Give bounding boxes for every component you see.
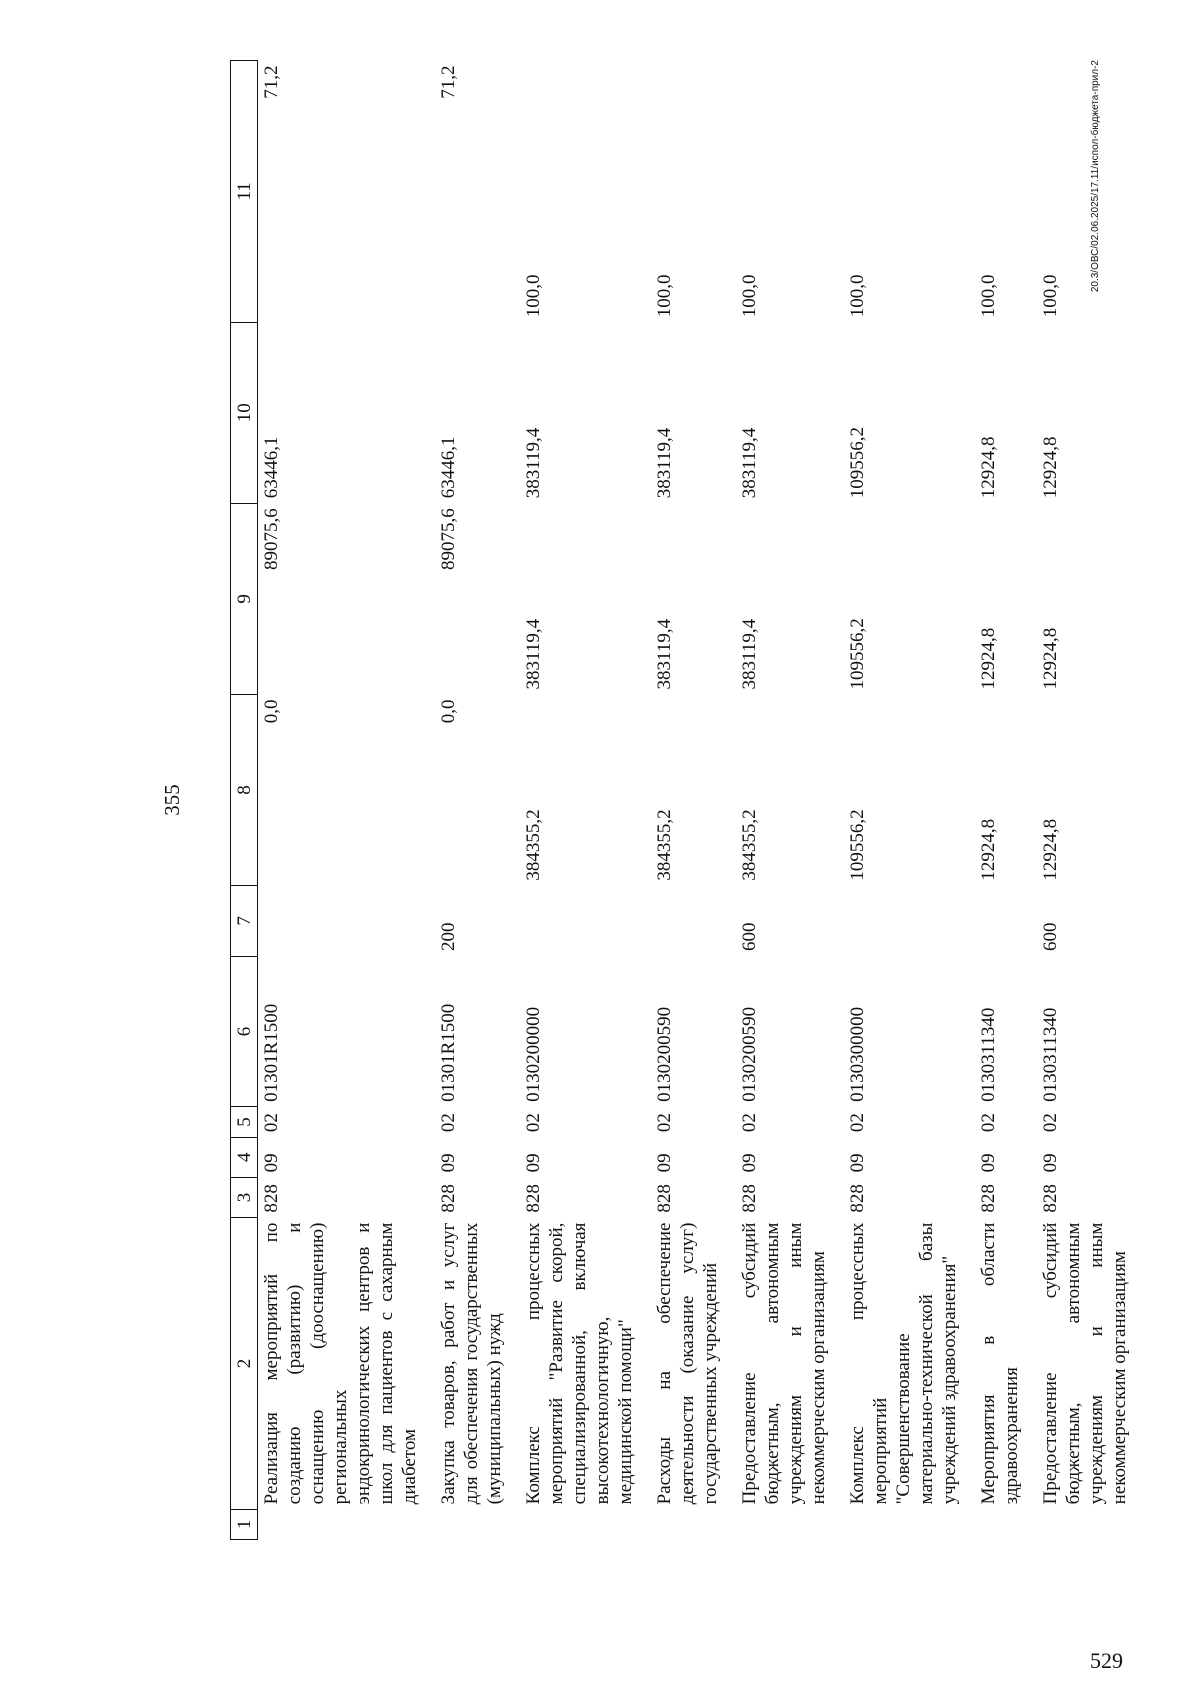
subsection-code-cell: 02	[1040, 1113, 1061, 1133]
row-name-cell: Мероприятия в области здравоохранения	[978, 1222, 1022, 1505]
amount-col8-cell: 384355,2	[523, 809, 544, 881]
percent-col11-cell: 100,0	[847, 274, 868, 318]
section-code-cell: 09	[654, 1153, 675, 1173]
row-index-cell	[844, 1509, 975, 1539]
amount-col8-cell: 384355,2	[654, 809, 675, 881]
amount-col9-cell: 89075,6	[261, 508, 282, 571]
percent-col11-cell: 71,2	[438, 65, 459, 99]
header-cell: 10	[231, 322, 258, 503]
amount-col10-cell: 383119,4	[654, 427, 675, 499]
expense-type-cell	[258, 886, 436, 956]
target-article-cell: 0130200000	[523, 1006, 544, 1102]
target-article-cell: 01301R1500	[438, 1003, 459, 1102]
ministry-code-cell: 828	[978, 1184, 999, 1213]
table-header-row	[231, 61, 258, 1540]
amount-col10-cell: 63446,1	[261, 436, 282, 499]
row-name-cell: Закупка товаров, работ и услуг для обеспечения государственных (муниципальных) нужд	[438, 1222, 505, 1505]
expense-type-cell: 600	[1040, 922, 1061, 952]
expense-type-cell	[651, 886, 736, 956]
amount-col8-cell: 0,0	[261, 699, 282, 724]
section-code-cell: 09	[739, 1153, 760, 1173]
ministry-code-cell: 828	[739, 1184, 760, 1213]
header-cell: 3	[231, 1177, 258, 1217]
amount-col8-cell: 12924,8	[1040, 818, 1061, 881]
page-number-top: 355	[160, 784, 184, 816]
table-row	[736, 61, 844, 1540]
amount-col10-cell: 12924,8	[978, 436, 999, 499]
section-code-cell: 09	[1040, 1153, 1061, 1173]
target-article-cell: 0130311340	[1040, 1007, 1061, 1102]
amount-col10-cell: 109556,2	[847, 427, 868, 499]
table-row	[651, 61, 736, 1540]
row-index-cell	[1037, 1509, 1145, 1539]
target-article-cell: 0130311340	[978, 1007, 999, 1102]
percent-col11-cell: 100,0	[1040, 274, 1061, 318]
row-index-cell	[258, 1509, 436, 1539]
section-code-cell: 09	[523, 1153, 544, 1173]
subsection-code-cell: 02	[847, 1113, 868, 1133]
header-cell: 8	[231, 694, 258, 885]
percent-col11-cell: 100,0	[523, 274, 544, 318]
amount-col9-cell: 383119,4	[523, 618, 544, 690]
subsection-code-cell: 02	[438, 1113, 459, 1133]
amount-col8-cell: 384355,2	[739, 809, 760, 881]
subsection-code-cell: 02	[261, 1113, 282, 1133]
target-article-cell: 0130200590	[739, 1006, 760, 1102]
row-name-cell: Комплекс процессных мероприятий "Совершенствование материально-технической базы учреждений здравоохранения"	[847, 1222, 960, 1505]
table-row	[844, 61, 975, 1540]
section-code-cell: 09	[978, 1153, 999, 1173]
header-cell: 7	[231, 886, 258, 956]
row-index-cell	[736, 1509, 844, 1539]
table-row	[435, 61, 520, 1540]
header-cell: 11	[231, 61, 258, 323]
amount-col10-cell: 63446,1	[438, 436, 459, 499]
amount-col8-cell: 12924,8	[978, 818, 999, 881]
header-cell: 4	[231, 1137, 258, 1177]
percent-col11-cell: 100,0	[978, 274, 999, 318]
percent-col11-cell: 71,2	[261, 65, 282, 99]
section-code-cell: 09	[261, 1153, 282, 1173]
row-name-cell: Предоставление субсидий бюджетным, автономным учреждениям и иным некоммерческим организациям	[739, 1222, 829, 1505]
header-cell: 5	[231, 1107, 258, 1137]
subsection-code-cell: 02	[978, 1113, 999, 1133]
row-name-cell: Реализация мероприятий по созданию (развитию) и оснащению (дооснащению) региональных эндокринологических центров и школ для пациентов с сахарным диабетом	[261, 1222, 420, 1505]
amount-col9-cell: 383119,4	[654, 618, 675, 690]
amount-col10-cell: 383119,4	[523, 427, 544, 499]
amount-col10-cell: 12924,8	[1040, 436, 1061, 499]
page-number-bottom: 529	[1090, 1648, 1123, 1673]
amount-col9-cell: 89075,6	[438, 508, 459, 571]
budget-table	[230, 60, 1145, 1540]
amount-col9-cell: 12924,8	[978, 627, 999, 690]
row-name-cell: Расходы на обеспечение деятельности (оказание услуг) государственных учреждений	[654, 1222, 721, 1505]
expense-type-cell	[844, 886, 975, 956]
table-row	[258, 61, 436, 1540]
expense-type-cell	[975, 886, 1037, 956]
row-name-cell: Комплекс процессных мероприятий "Развитие скорой, специализированной, включая высокотехнологичную, медицинской помощи"	[523, 1222, 636, 1505]
subsection-code-cell: 02	[523, 1113, 544, 1133]
percent-col11-cell: 100,0	[654, 274, 675, 318]
target-article-cell: 01301R1500	[261, 1003, 282, 1102]
subsection-code-cell: 02	[654, 1113, 675, 1133]
row-index-cell	[435, 1509, 520, 1539]
target-article-cell: 0130200590	[654, 1006, 675, 1102]
section-code-cell: 09	[438, 1153, 459, 1173]
ministry-code-cell: 828	[261, 1184, 282, 1213]
header-cell: 6	[231, 956, 258, 1107]
amount-col8-cell: 109556,2	[847, 809, 868, 881]
subsection-code-cell: 02	[739, 1113, 760, 1133]
expense-type-cell: 200	[438, 922, 459, 952]
row-index-cell	[520, 1509, 651, 1539]
expense-type-cell	[520, 886, 651, 956]
target-article-cell: 0130300000	[847, 1006, 868, 1102]
row-name-cell: Предоставление субсидий бюджетным, автономным учреждениям и иным некоммерческим организациям	[1040, 1222, 1130, 1505]
amount-col8-cell: 0,0	[438, 699, 459, 724]
header-cell: 1	[231, 1509, 258, 1539]
expense-type-cell: 600	[739, 922, 760, 952]
ministry-code-cell: 828	[523, 1184, 544, 1213]
amount-col9-cell: 12924,8	[1040, 627, 1061, 690]
ministry-code-cell: 828	[654, 1184, 675, 1213]
amount-col10-cell: 383119,4	[739, 427, 760, 499]
section-code-cell: 09	[847, 1153, 868, 1173]
row-index-cell	[975, 1509, 1037, 1539]
document-footer-code: 20.3/ОВС/02.06.2025/17.11/испол-бюджета-прил-2	[1090, 60, 1101, 293]
amount-col9-cell: 383119,4	[739, 618, 760, 690]
ministry-code-cell: 828	[1040, 1184, 1061, 1213]
rotated-page-sheet	[160, 60, 1130, 1540]
percent-col11-cell: 100,0	[739, 274, 760, 318]
row-index-cell	[651, 1509, 736, 1539]
table-row	[520, 61, 651, 1540]
header-cell: 9	[231, 503, 258, 694]
amount-col9-cell: 109556,2	[847, 618, 868, 690]
header-cell: 2	[231, 1218, 258, 1510]
ministry-code-cell: 828	[847, 1184, 868, 1213]
ministry-code-cell: 828	[438, 1184, 459, 1213]
table-row	[975, 61, 1037, 1540]
